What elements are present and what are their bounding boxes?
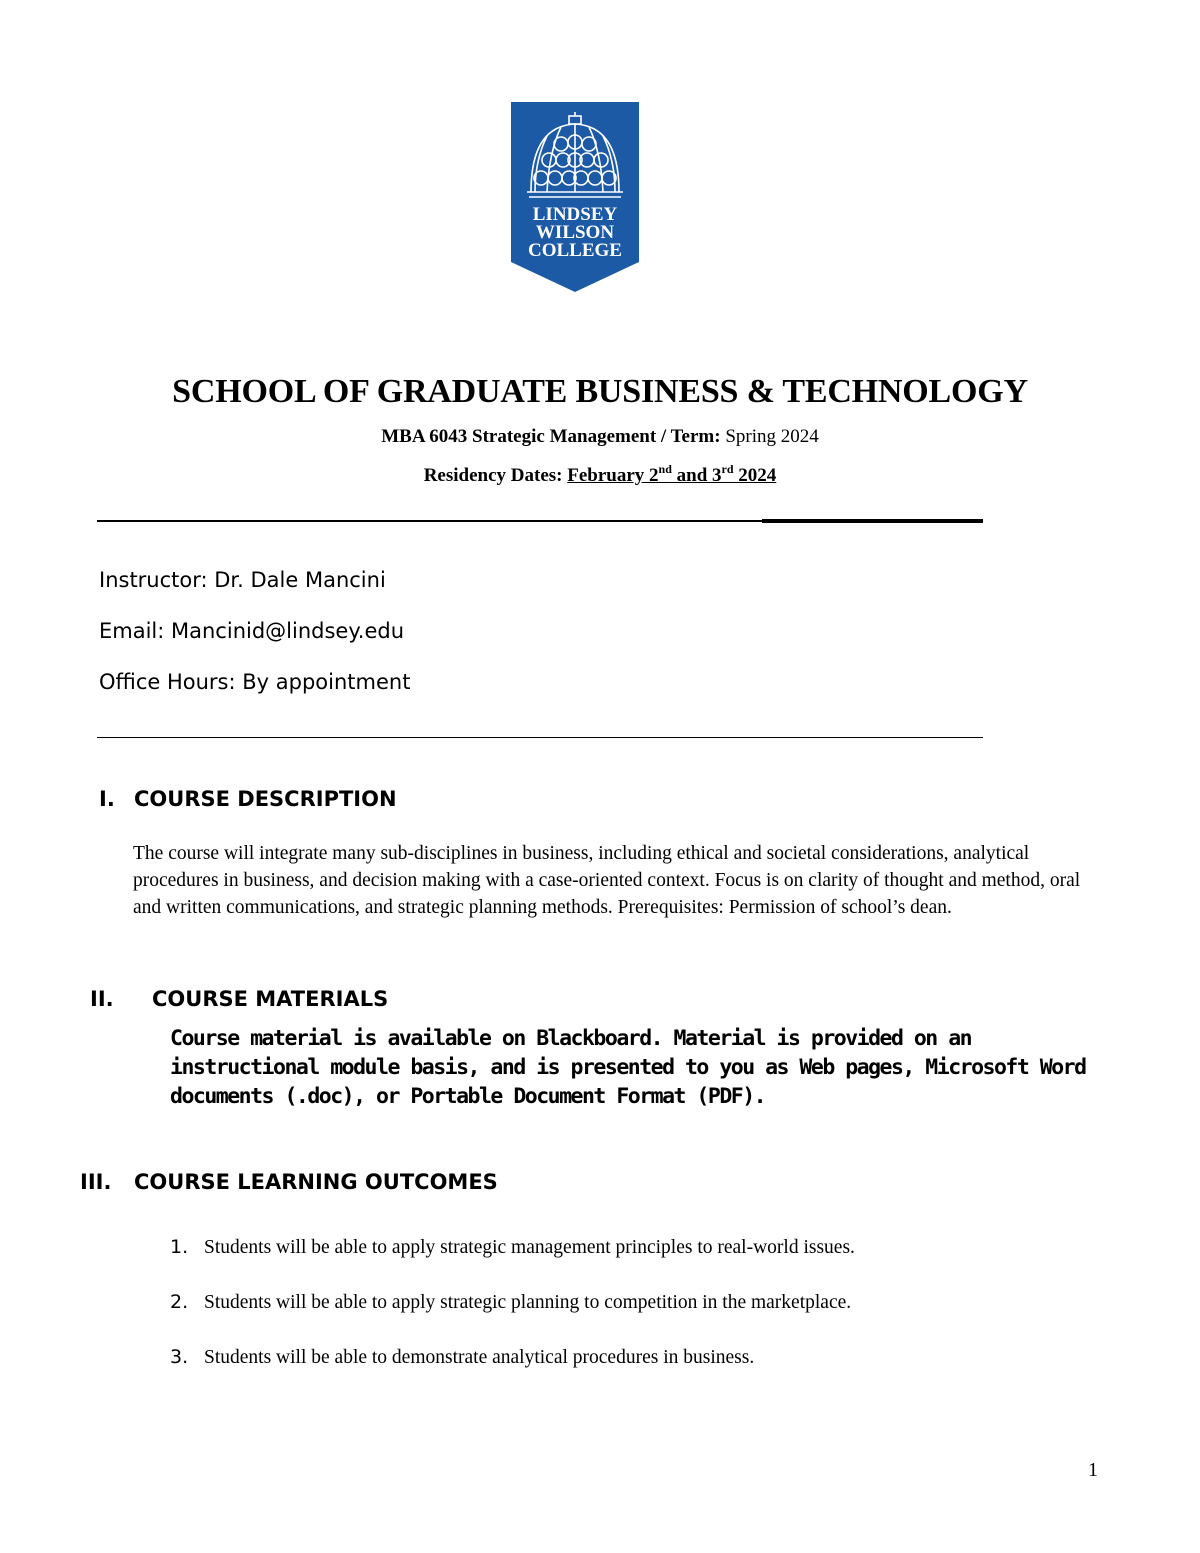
term-value: Spring 2024 [725,426,819,447]
email-line: Email: Mancinid@lindsey.edu [99,619,405,643]
page-number: 1 [1088,1459,1098,1481]
list-item-text: Students will be able to apply strategic planning to competition in the marketplace. [204,1292,852,1313]
office-hours-line: Office Hours: By appointment [99,670,411,694]
section-numeral: I. [99,787,115,811]
contact-divider [97,737,983,738]
header-divider-thick [762,519,983,523]
list-item-text: Students will be able to demonstrate analytical procedures in business. [204,1347,755,1368]
section-title-course-materials: COURSE MATERIALS [152,987,389,1011]
course-title: MBA 6043 Strategic Management / Term: [381,426,721,447]
school-title: SCHOOL OF GRADUATE BUSINESS & TECHNOLOGY [172,373,1028,410]
section-numeral: III. [80,1170,112,1194]
college-logo [511,102,639,292]
section-title-course-description: COURSE DESCRIPTION [134,787,397,811]
course-line [0,426,1200,448]
course-description-text: The course will integrate many sub-disciplines in business, including ethical and societal considerations, analytical procedures in business, and decision making with a case-oriented context. Focus is on clarity of thought and method, oral and written communications, and strategic planning methods. Prerequisites: Permission of school’s dean. [133,843,1081,918]
svg-text:WILSON: WILSON [535,222,615,243]
list-item-number: 1. [170,1236,189,1258]
list-item [170,1346,754,1369]
svg-text:LINDSEY: LINDSEY [532,204,618,225]
svg-text:COLLEGE: COLLEGE [528,240,622,261]
residency-line [0,462,1200,487]
course-materials-text: Course material is available on Blackboard. Material is provided on an instructional module basis, and is presented to you as Web pages, Microsoft Word documents (.doc), or Portable Document Format (PDF). [170,1026,1086,1109]
section-title-learning-outcomes: COURSE LEARNING OUTCOMES [134,1170,498,1194]
list-item-text: Students will be able to apply strategic management principles to real-world issues. [204,1237,855,1258]
section-numeral: II. [90,987,114,1011]
list-item-number: 2. [170,1291,189,1313]
residency-label: Residency Dates: [423,465,563,486]
list-item [170,1236,855,1259]
list-item-number: 3. [170,1346,189,1368]
residency-dates: February 2nd and 3rd 2024 [567,462,777,486]
instructor-line: Instructor: Dr. Dale Mancini [99,568,386,592]
header-divider [97,520,762,522]
list-item [170,1291,851,1314]
